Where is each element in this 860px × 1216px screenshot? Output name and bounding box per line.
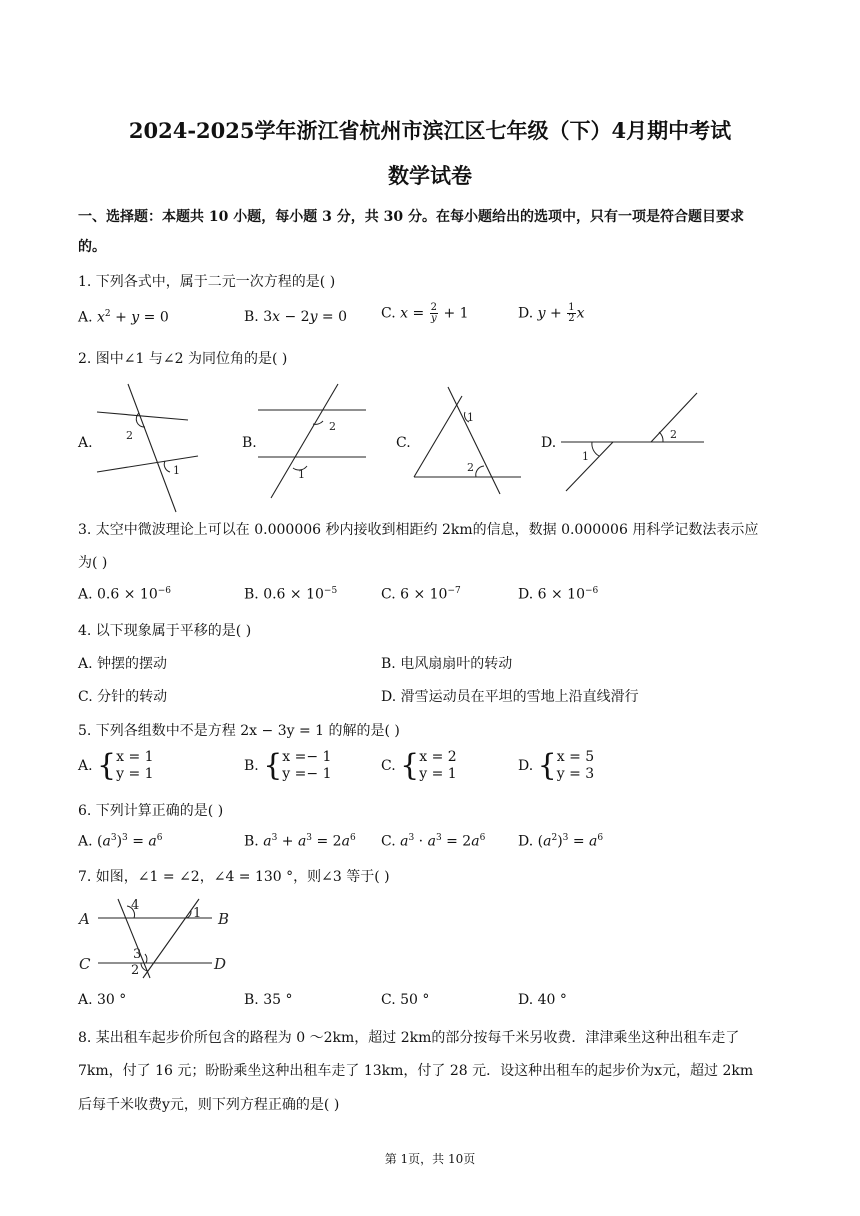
q3-stem-cont: 为( ) (78, 555, 108, 571)
q2-label-b: B. (242, 435, 257, 451)
q2-label-a: A. (78, 435, 93, 451)
q5-option-b: B. {x =− 1 y =− 1 (244, 748, 332, 783)
q5-option-c: C. {x = 2 y = 1 (381, 748, 457, 783)
q4-option-b: B. 电风扇扇叶的转动 (381, 656, 513, 672)
q7-option-b: B. 35 ° (244, 992, 293, 1008)
svg-text:C: C (79, 955, 91, 973)
svg-text:4: 4 (131, 898, 140, 913)
q1-option-b: B. 3x − 2y = 0 (244, 309, 348, 325)
svg-text:D: D (214, 955, 227, 973)
q6-option-d: D. $(a^2)^3 = a^6$ (518, 833, 604, 850)
q4-option-d: D. 滑雪运动员在平坦的雪地上沿直线滑行 (381, 689, 639, 705)
svg-text:2: 2 (126, 429, 133, 442)
q1-stem: 1. 下列各式中，属于二元一次方程的是( ) (78, 274, 336, 290)
q3-option-c: C. $6 \times 10^{-7}$ (381, 586, 461, 603)
q5-option-a: A. {x = 1 y = 1 (78, 748, 154, 783)
q7-stem: 7. 如图，∠1 = ∠2，∠4 = 130 °，则∠3 等于( ) (78, 869, 390, 885)
q4-option-a: A. 钟摆的摆动 (78, 656, 168, 672)
q1-option-c: C. x = $\frac{2}{y}$ + 1 (381, 302, 469, 324)
q6-option-c: C. $a^3 \cdot a^3 = 2a^6$ (381, 833, 486, 850)
q4-option-c: C. 分针的转动 (78, 689, 168, 705)
svg-text:1: 1 (582, 450, 589, 463)
svg-text:2: 2 (131, 963, 140, 978)
q7-option-a: A. 30 ° (78, 992, 127, 1008)
q3-option-a: A. $0.6 \times 10^{-6}$ (78, 586, 172, 603)
q7-option-d: D. 40 ° (518, 992, 567, 1008)
svg-text:1: 1 (467, 411, 474, 424)
svg-text:2: 2 (329, 420, 336, 433)
q6-stem: 6. 下列计算正确的是( ) (78, 803, 224, 819)
q2-label-c: C. (396, 435, 411, 451)
q5-option-d: D. {x = 5 y = 3 (518, 748, 595, 783)
q8-stem-cont-2: 后每千米收费y元，则下列方程正确的是( ) (78, 1097, 340, 1113)
exam-subtitle: 数学试卷 (388, 163, 472, 188)
svg-text:1: 1 (173, 464, 180, 477)
page-footer: 第 1页，共 10页 (384, 1152, 476, 1166)
q2-label-d: D. (541, 435, 557, 451)
q1-option-d: D. y + $\frac{1}{2}$ x (518, 302, 585, 324)
q3-stem: 3. 太空中微波理论上可以在 0.000006 秒内接收到相距约 2km的信息，数据 0.000006 用科学记数法表示应 (78, 522, 759, 538)
svg-text:1: 1 (298, 468, 305, 481)
q2-stem: 2. 图中∠1 与∠2 为同位角的是( ) (78, 351, 288, 367)
svg-text:3: 3 (133, 947, 142, 962)
q5-stem: 5. 下列各组数中不是方程 2x − 3y = 1 的解的是( ) (78, 723, 400, 739)
q7-option-c: C. 50 ° (381, 992, 430, 1008)
q6-option-b: B. $a^3 + a^3 = 2a^6$ (244, 833, 356, 850)
q3-option-d: D. $6 \times 10^{-6}$ (518, 586, 599, 603)
section-header-cont: 的。 (78, 239, 106, 255)
svg-text:2: 2 (670, 428, 677, 441)
q1-option-a: A. $x^2 + y = 0$ (78, 309, 169, 326)
q8-stem-cont-1: 7km，付了 16 元；盼盼乘坐这种出租车走了 13km，付了 28 元．设这种出租车的起步价为x元，超过 2km (78, 1063, 754, 1079)
svg-text:1: 1 (193, 906, 202, 921)
svg-text:2: 2 (467, 461, 474, 474)
svg-text:B: B (218, 910, 230, 928)
svg-text:A: A (79, 910, 90, 928)
q6-option-a: A. $(a^3)^3 = a^6$ (78, 833, 163, 850)
exam-title: 2024-2025学年浙江省杭州市滨江区七年级（下）4月期中考试 (128, 118, 732, 143)
section-header: 一、选择题：本题共 10 小题，每小题 3 分，共 30 分。在每小题给出的选项中，只有一项是符合题目要求 (78, 209, 744, 225)
q8-stem: 8. 某出租车起步价所包含的路程为 0 ～2km，超过 2km的部分按每千米另收费．津津乘坐这种出租车走了 (78, 1030, 740, 1046)
q4-stem: 4. 以下现象属于平移的是( ) (78, 623, 252, 639)
q3-option-b: B. $0.6 \times 10^{-5}$ (244, 586, 338, 603)
